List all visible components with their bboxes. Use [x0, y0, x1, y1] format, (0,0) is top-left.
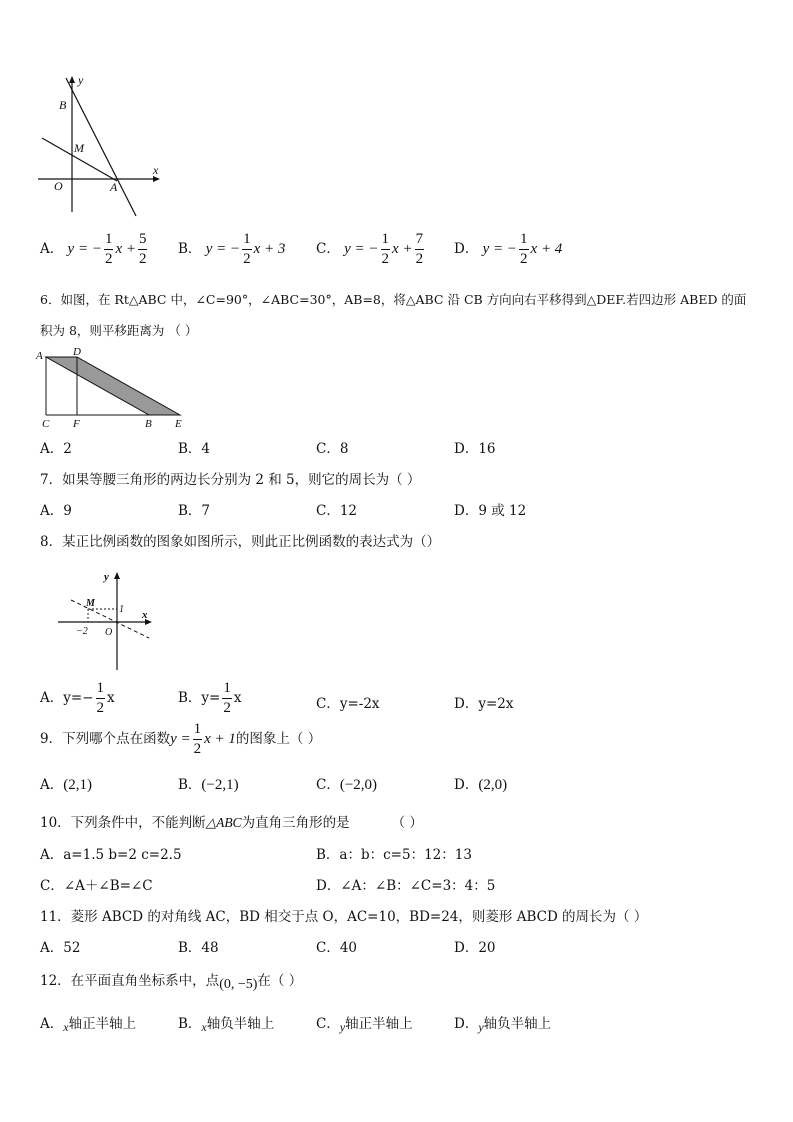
q10-stem: 10．下列条件中，不能判断△ABC为直角三角形的是 （ ）: [40, 815, 423, 831]
q6-label-c: C: [42, 418, 50, 430]
q8-y-arrow: [114, 572, 120, 579]
q8-option-d[interactable]: D．y=2x: [454, 696, 514, 712]
q5-option-d[interactable]: D． y = − $\frac{1}{2}$ x + 4: [454, 231, 563, 267]
q5-option-a[interactable]: A． y = − $\frac{1}{2}$ x + $\frac{5}{2}$: [40, 231, 147, 267]
q5-label-o: O: [54, 179, 63, 193]
q6-option-d[interactable]: D．16: [454, 441, 496, 457]
q5-option-b[interactable]: B． y = − $\frac{1}{2}$ x + 3: [178, 231, 286, 267]
q11-option-b[interactable]: B．48: [178, 940, 219, 956]
q12-stem: 12．在平面直角坐标系中，点(0, −5)在（ ）: [40, 973, 303, 992]
q8-label-m: M: [86, 598, 95, 609]
q5-figure: [30, 70, 170, 220]
q6-shaded-quadrilateral: [46, 357, 180, 415]
q11-option-a[interactable]: A．52: [40, 940, 81, 956]
q6-label-b: B: [145, 418, 152, 430]
q5-option-c[interactable]: C． y = − $\frac{1}{2}$ x + $\frac{7}{2}$: [316, 231, 424, 267]
q8-stem: 8．某正比例函数的图象如图所示，则此正比例函数的表达式为（）: [40, 534, 441, 550]
q6-label-f: F: [73, 418, 80, 430]
q12-option-c[interactable]: C．y轴正半轴上: [316, 1016, 413, 1034]
q6-label-d: D: [73, 346, 81, 358]
q7-stem: 7．如果等腰三角形的两边长分别为 2 和 5，则它的周长为（ ）: [40, 472, 421, 488]
q8-label-neg2: −2: [76, 626, 88, 637]
q6-option-a[interactable]: A．2: [40, 441, 72, 457]
q10-option-c[interactable]: C．∠A＋∠B=∠C: [40, 878, 153, 894]
q7-option-d[interactable]: D．9 或 12: [454, 503, 527, 519]
q8-label-x: x: [142, 609, 148, 621]
q12-option-a[interactable]: A．x轴正半轴上: [40, 1016, 137, 1034]
q6-stem-line2: 积为 8，则平移距离为 （ ）: [40, 323, 198, 338]
q7-option-a[interactable]: A．9: [40, 503, 72, 519]
q8-option-a[interactable]: A．y=− $\frac{1}{2}$ x: [40, 680, 115, 716]
q6-stem-line1: 6．如图，在 Rt△ABC 中，∠C=90°，∠ABC=30°，AB=8，将△ABC 沿 CB 方向向右平移得到△DEF.若四边形 ABED 的面: [40, 292, 747, 307]
q8-option-b[interactable]: B．y= $\frac{1}{2}$ x: [178, 680, 242, 716]
q10-option-a[interactable]: A．a=1.5 b=2 c=2.5: [40, 847, 182, 863]
q11-option-c[interactable]: C．40: [316, 940, 358, 956]
q6-label-e: E: [175, 418, 182, 430]
q9-option-a[interactable]: A．(2,1): [40, 777, 92, 793]
q12-option-b[interactable]: B．x轴负半轴上: [178, 1016, 275, 1034]
q6-figure: [32, 345, 192, 430]
q8-label-y: y: [104, 571, 109, 583]
q9-option-b[interactable]: B．(−2,1): [178, 777, 239, 793]
q5-label-x: x: [153, 163, 159, 177]
q5-y-arrow: [69, 76, 75, 83]
q9-stem: 9．下列哪个点在函数y = $\frac{1}{2}$ x + 1的图象上（ ）: [40, 721, 322, 757]
q8-label-o: O: [105, 627, 113, 638]
q11-option-d[interactable]: D．20: [454, 940, 496, 956]
q8-option-c[interactable]: C．y=-2x: [316, 696, 380, 712]
q5-label-a: A: [110, 180, 118, 194]
q7-option-b[interactable]: B．7: [178, 503, 211, 519]
q8-label-one: 1: [119, 604, 124, 615]
q5-label-b: B: [59, 98, 67, 112]
q10-option-b[interactable]: B．a：b：c=5：12：13: [316, 847, 472, 863]
q11-stem: 11．菱形 ABCD 的对角线 AC，BD 相交于点 O，AC=10，BD=24，则菱形 ABCD 的周长为（ ）: [40, 909, 648, 925]
q9-option-c[interactable]: C．(−2,0): [316, 777, 378, 793]
q8-figure: [55, 566, 160, 674]
q12-option-d[interactable]: D．y轴负半轴上: [454, 1016, 552, 1034]
q10-option-d[interactable]: D．∠A：∠B：∠C=3：4：5: [316, 878, 496, 894]
q5-label-y: y: [78, 73, 84, 87]
q9-option-d[interactable]: D．(2,0): [454, 777, 508, 793]
q6-option-b[interactable]: B．4: [178, 441, 211, 457]
q7-option-c[interactable]: C．12: [316, 503, 358, 519]
q5-label-m: M: [74, 141, 84, 155]
q6-option-c[interactable]: C．8: [316, 441, 349, 457]
q6-label-a: A: [36, 350, 43, 362]
